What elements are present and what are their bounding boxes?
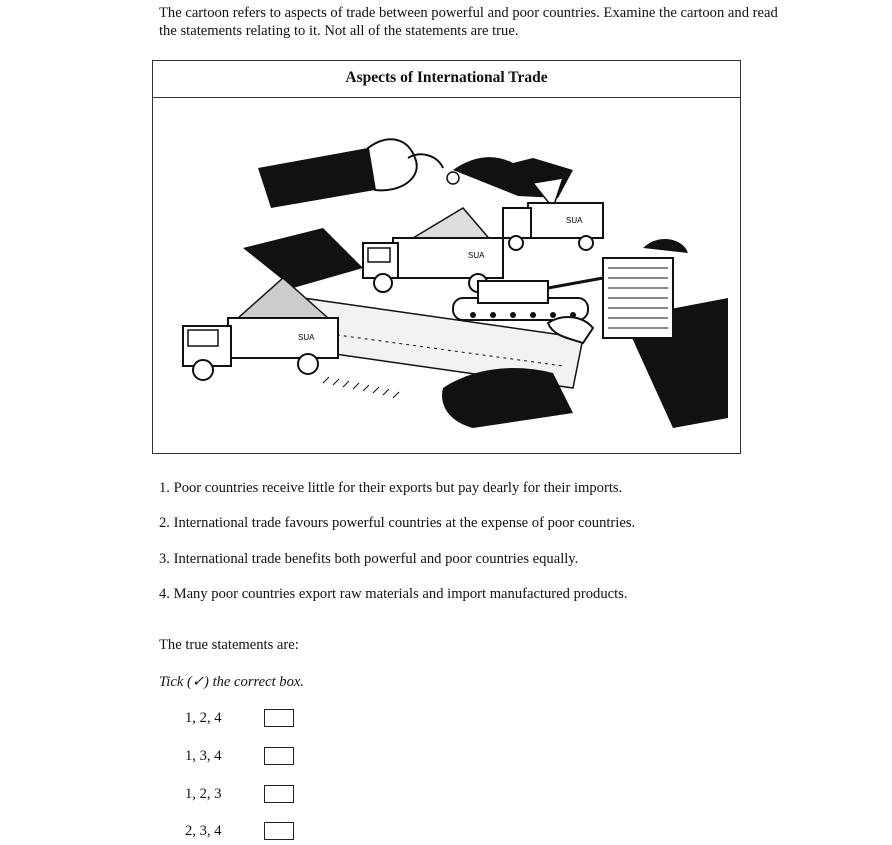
figure-title: Aspects of International Trade — [153, 61, 740, 98]
shadow-right — [442, 368, 573, 428]
powerful-hand-top-left — [258, 139, 443, 208]
road-hatching — [323, 377, 399, 398]
statement-1: 1. Poor countries receive little for their exports but pay dearly for their imports. — [159, 480, 623, 496]
statement-2: 2. International trade favours powerful countries at the expense of poor countries. — [159, 515, 636, 532]
truck-label: SUA — [298, 333, 315, 342]
statement-list — [159, 478, 635, 619]
option-row — [185, 784, 263, 804]
statement-4: 4. Many poor countries export raw materials and import manufactured products. — [159, 585, 628, 602]
option-label: 1, 3, 4 — [185, 748, 222, 764]
truck-label: SUA — [566, 216, 583, 225]
question-intro: The cartoon refers to aspects of trade between powerful and poor countries. Examine the cartoon and read the statements relating to it. Not all of the statements are true. — [159, 5, 778, 39]
option-label: 1, 2, 3 — [185, 786, 222, 802]
truck-center — [363, 208, 503, 292]
option-label: 1, 2, 4 — [185, 710, 222, 726]
answer-prompt: The true statements are: — [159, 637, 299, 653]
trade-cartoon-illustration — [153, 98, 740, 453]
truck-label: SUA — [468, 251, 485, 260]
truck-right-top — [503, 203, 603, 250]
option-row — [185, 708, 263, 728]
statement-3: 3. International trade benefits both powerful and poor countries equally. — [159, 550, 579, 567]
option-row — [185, 746, 263, 766]
answer-instruction: Tick (✓) the correct box. — [159, 674, 305, 690]
option-checkbox[interactable] — [264, 747, 294, 765]
option-row — [185, 821, 263, 841]
cartoon-figure — [152, 60, 741, 454]
option-checkbox[interactable] — [264, 785, 294, 803]
truck-left-bottom — [183, 278, 338, 380]
option-checkbox[interactable] — [264, 709, 294, 727]
option-label: 2, 3, 4 — [185, 823, 222, 839]
shadow-left — [243, 228, 363, 288]
powerful-hand-top-right — [447, 157, 573, 208]
option-checkbox[interactable] — [264, 822, 294, 840]
